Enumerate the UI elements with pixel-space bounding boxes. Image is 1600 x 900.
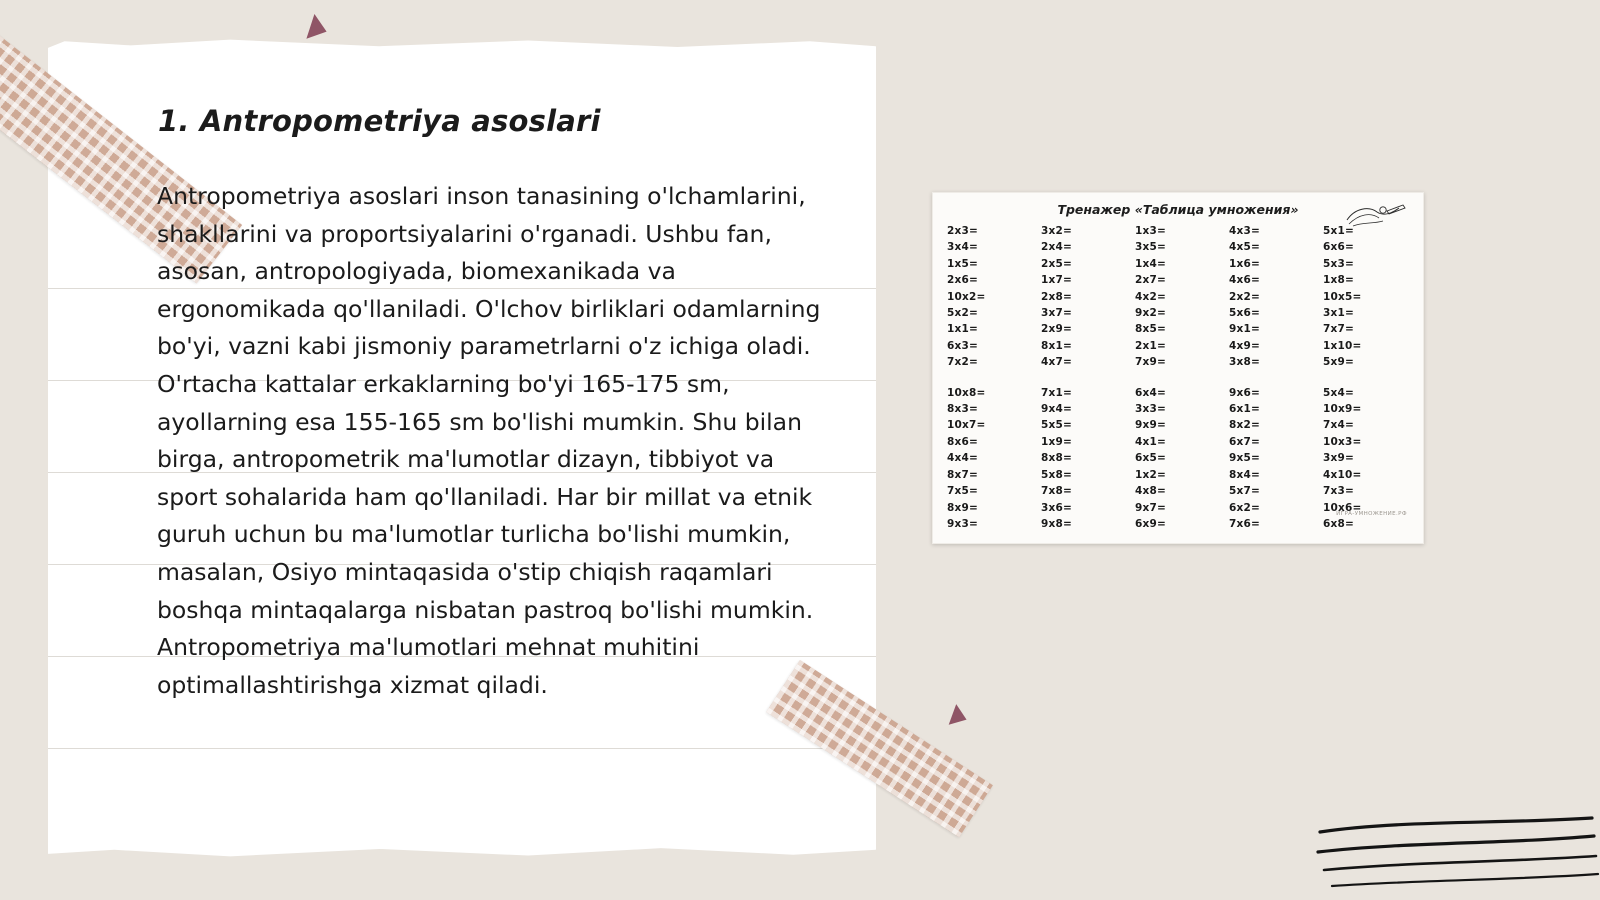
worksheet-problem: 1x7=	[1041, 274, 1072, 287]
worksheet-problem: 9x4=	[1041, 403, 1072, 416]
worksheet-problem: 5x8=	[1041, 468, 1072, 481]
worksheet-spacer	[1135, 371, 1221, 385]
worksheet-problem: 3x6=	[1041, 501, 1072, 514]
worksheet-problem: 8x4=	[1229, 468, 1260, 481]
worksheet-problem: 7x8=	[1041, 485, 1072, 498]
worksheet-problem: 1x3=	[1135, 225, 1166, 237]
worksheet-problem: 4x4=	[947, 452, 978, 465]
worksheet-problem: 10x8=	[947, 386, 986, 399]
worksheet-problem: 6x7=	[1229, 435, 1260, 448]
worksheet-problem: 9x3=	[947, 517, 978, 530]
worksheet-problem: 9x8=	[1041, 517, 1072, 530]
worksheet-problem: 9x9=	[1135, 419, 1166, 432]
worksheet-problem: 7x7=	[1323, 323, 1354, 336]
multiplication-worksheet-image	[932, 192, 1424, 544]
worksheet-problem: 5x5=	[1041, 419, 1072, 432]
worksheet-problem: 8x8=	[1041, 452, 1072, 465]
worksheet-problem: 8x6=	[947, 435, 978, 448]
worksheet-problem: 10x7=	[947, 419, 986, 432]
worksheet-problem: 9x1=	[1229, 323, 1260, 336]
worksheet-problem: 3x8=	[1229, 356, 1260, 369]
worksheet-column	[947, 223, 1033, 532]
worksheet-problem: 2x7=	[1135, 274, 1166, 287]
worksheet-problem: 4x9=	[1229, 339, 1260, 352]
worksheet-problem: 1x1=	[947, 323, 978, 336]
worksheet-problem: 3x9=	[1323, 452, 1354, 465]
worksheet-problem: 7x4=	[1323, 419, 1354, 432]
worksheet-problem: 9x7=	[1135, 501, 1166, 514]
worksheet-problem: 10x3=	[1323, 435, 1362, 448]
worksheet-title: Тренажер «Таблица умножения»	[1057, 202, 1299, 217]
worksheet-problem: 10x5=	[1323, 290, 1362, 303]
worksheet-problem: 7x5=	[947, 485, 978, 498]
worksheet-problem: 10x9=	[1323, 403, 1362, 416]
worksheet-problem: 6x1=	[1229, 403, 1260, 416]
worksheet-problem: 10x2=	[947, 290, 986, 303]
worksheet-problem: 7x1=	[1041, 386, 1072, 399]
worksheet-problem: 3x5=	[1135, 241, 1166, 254]
worksheet-problem: 9x6=	[1229, 386, 1260, 399]
worksheet-column	[1135, 223, 1221, 532]
worksheet-problem: 2x1=	[1135, 339, 1166, 352]
worksheet-problem: 1x6=	[1229, 257, 1260, 270]
worksheet-problem: 5x6=	[1229, 307, 1260, 320]
worksheet-problem: 2x5=	[1041, 257, 1072, 270]
worksheet-problem: 4x10=	[1323, 468, 1362, 481]
worksheet-problem: 6x4=	[1135, 386, 1166, 399]
worksheet-problem: 4x1=	[1135, 435, 1166, 448]
worksheet-problem: 2x3=	[947, 225, 978, 237]
worksheet-problem: 3x4=	[947, 241, 978, 254]
page-title: 1. Antropometriya asoslari	[158, 104, 601, 138]
worksheet-problem: 7x6=	[1229, 517, 1260, 530]
worksheet-problem: 2x9=	[1041, 323, 1072, 336]
worksheet-problem: 4x2=	[1135, 290, 1166, 303]
worksheet-problem: 3x1=	[1323, 307, 1354, 320]
worksheet-problem: 8x2=	[1229, 419, 1260, 432]
worksheet-problem: 8x1=	[1041, 339, 1072, 352]
worksheet-problem: 9x5=	[1229, 452, 1260, 465]
worksheet-problem: 4x8=	[1135, 485, 1166, 498]
worksheet-problem: 6x2=	[1229, 501, 1260, 514]
worksheet-problem: 2x2=	[1229, 290, 1260, 303]
worksheet-problem: 1x4=	[1135, 257, 1166, 270]
decorative-lines	[1310, 810, 1600, 900]
worksheet-problem: 1x5=	[947, 257, 978, 270]
worksheet-problem: 6x3=	[947, 339, 978, 352]
worksheet-problem: 5x7=	[1229, 485, 1260, 498]
worksheet-problem: 6x6=	[1323, 241, 1354, 254]
worksheet-problem: 6x5=	[1135, 452, 1166, 465]
worksheet-problem: 10x6=	[1323, 501, 1362, 514]
paper-rule-line	[48, 748, 876, 749]
worksheet-problem: 4x6=	[1229, 274, 1260, 287]
worksheet-problem: 1x8=	[1323, 274, 1354, 287]
worksheet-problem: 7x2=	[947, 356, 978, 369]
worksheet-column	[1229, 223, 1315, 532]
worksheet-problem: 6x9=	[1135, 517, 1166, 530]
worksheet-footer-credit: ИГРА-УМНОЖЕНИЕ.РФ	[1336, 511, 1407, 517]
worksheet-problem: 5x1=	[1323, 225, 1354, 237]
worksheet-spacer	[1229, 371, 1315, 385]
worksheet-problem: 7x3=	[1323, 485, 1354, 498]
worksheet-problem: 3x7=	[1041, 307, 1072, 320]
worksheet-column	[1323, 223, 1409, 532]
body-paragraph: Antropometriya asoslari inson tanasining o'lchamlarini, shakllarini va proportsiyalarini o'rganadi. Ushbu fan, asosan, antropologiyada, biomexanikada va ergonomikada qo'llaniladi. O'lchov birliklari odamlarning bo'yi, vazni kabi jismoniy parametrlarni o'z ichiga oladi. O'rtacha kattalar erkaklarning bo'yi 165-175 sm, ayollarning esa 155-165 sm bo'lishi mumkin. Shu bilan birga, antropometrik ma'lumotlar dizayn, tibbiyot va sport sohalarida ham qo'llaniladi. Har bir millat va etnik guruh uchun bu ma'lumotlar turlicha bo'lishi mumkin, masalan, Osiyo mintaqasida o'stip chiqish raqamlari boshqa mintaqalarga nisbatan pastroq bo'lishi mumkin. Antropometriya ma'lumotlari mehnat muhitini optimallashtirishga xizmat qiladi.	[157, 182, 828, 699]
worksheet-problem: 5x3=	[1323, 257, 1354, 270]
worksheet-problem: 3x2=	[1041, 225, 1072, 237]
worksheet-spacer	[1041, 371, 1127, 385]
worksheet-problem: 2x8=	[1041, 290, 1072, 303]
worksheet-problem: 9x2=	[1135, 307, 1166, 320]
worksheet-problem: 1x2=	[1135, 468, 1166, 481]
worksheet-problem: 3x3=	[1135, 403, 1166, 416]
washi-tape-notch	[306, 14, 330, 44]
worksheet-problem: 4x7=	[1041, 356, 1072, 369]
worksheet-problem: 7x9=	[1135, 356, 1166, 369]
worksheet-problem: 1x9=	[1041, 435, 1072, 448]
washi-tape-notch	[949, 704, 971, 730]
worksheet-problem: 2x4=	[1041, 241, 1072, 254]
worksheet-problem: 8x5=	[1135, 323, 1166, 336]
worksheet-problem: 4x5=	[1229, 241, 1260, 254]
worksheet-problem: 5x2=	[947, 307, 978, 320]
worksheet-problem: 2x6=	[947, 274, 978, 287]
worksheet-problem: 5x9=	[1323, 356, 1354, 369]
worksheet-problem: 5x4=	[1323, 386, 1354, 399]
worksheet-problem: 6x8=	[1323, 517, 1354, 530]
worksheet-columns	[947, 223, 1409, 532]
worksheet-spacer	[1323, 371, 1409, 385]
worksheet-problem: 8x9=	[947, 501, 978, 514]
worksheet-spacer	[947, 371, 1033, 385]
worksheet-column	[1041, 223, 1127, 532]
worksheet-problem: 4x3=	[1229, 225, 1260, 237]
worksheet-problem: 8x3=	[947, 403, 978, 416]
worksheet-problem: 8x7=	[947, 468, 978, 481]
worksheet-problem: 1x10=	[1323, 339, 1362, 352]
